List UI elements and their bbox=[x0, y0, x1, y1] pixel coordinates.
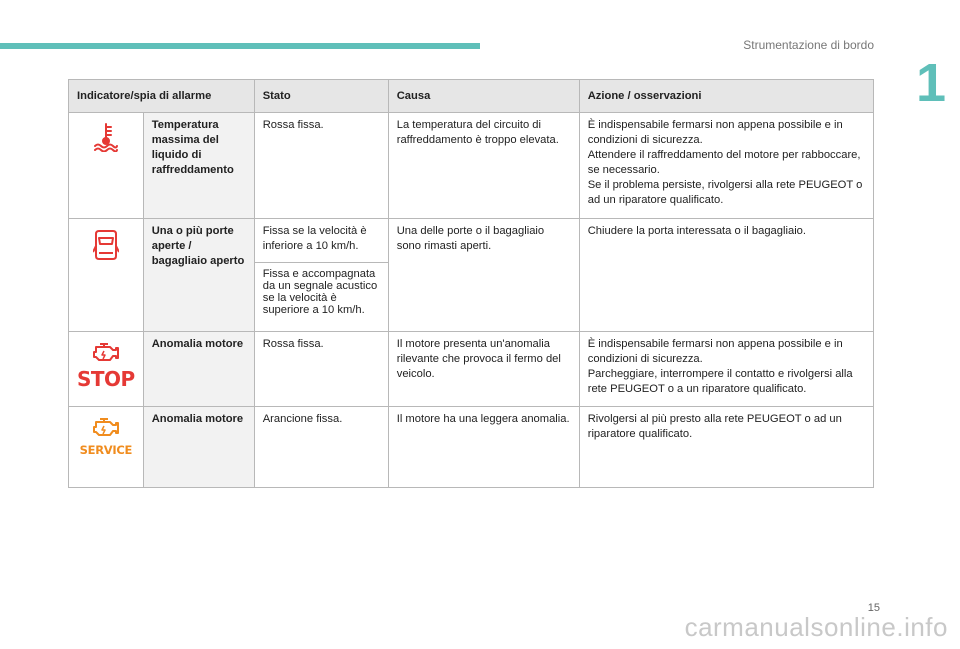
header-stato: Stato bbox=[254, 80, 388, 113]
coolant-temperature-icon bbox=[92, 122, 120, 152]
table-row bbox=[69, 332, 874, 407]
header-azione: Azione / osservazioni bbox=[579, 80, 873, 113]
indicator-name: Anomalia motore bbox=[143, 332, 254, 407]
header-causa: Causa bbox=[388, 80, 579, 113]
page-number: 15 bbox=[867, 602, 880, 614]
engine-service-icon bbox=[91, 416, 121, 438]
causa-cell: La temperatura del circuito di raffreddamento è troppo elevata. bbox=[388, 113, 579, 219]
stato-cell: Arancione fissa. bbox=[254, 407, 388, 488]
stato-cell: Rossa fissa. bbox=[254, 113, 388, 219]
door-open-icon bbox=[93, 228, 119, 262]
azione-cell bbox=[579, 113, 873, 219]
azione-cell bbox=[579, 407, 873, 488]
table-row bbox=[69, 113, 874, 219]
azione-line: Se il problema persiste, rivolgersi alla rete PEUGEOT o ad un riparatore qualificato. bbox=[587, 179, 863, 206]
azione-line: È indispensabile fermarsi non appena possibile e in condizioni di sicurezza. bbox=[587, 338, 843, 365]
icon-cell bbox=[69, 332, 144, 407]
stato-cell: Fissa e accompagnata da un segnale acustico se la velocità è superiore a 10 km/h. bbox=[254, 263, 388, 332]
watermark: carmanualsonline.info bbox=[684, 612, 948, 642]
table-header-row bbox=[69, 80, 874, 113]
azione-line: Parcheggiare, interrompere il contatto e rivolgersi alla rete PEUGEOT o a un riparatore qualificato. bbox=[587, 368, 853, 395]
service-label: SERVICE bbox=[79, 443, 133, 457]
icon-cell bbox=[69, 407, 144, 488]
azione-line: Chiudere la porta interessata o il bagagliaio. bbox=[587, 225, 807, 237]
causa-cell: Il motore presenta un'anomalia rilevante che provoca il fermo del veicolo. bbox=[388, 332, 579, 407]
stato-cell: Rossa fissa. bbox=[254, 332, 388, 407]
table-row bbox=[69, 219, 874, 263]
icon-cell bbox=[69, 113, 144, 219]
azione-line: È indispensabile fermarsi non appena possibile e in condizioni di sicurezza. bbox=[587, 119, 843, 146]
indicator-name: Anomalia motore bbox=[143, 407, 254, 488]
header-accent-bar bbox=[0, 43, 480, 49]
azione-line: Attendere il raffreddamento del motore per rabboccare, se necessario. bbox=[587, 149, 861, 176]
causa-cell: Una delle porte o il bagagliaio sono rimasti aperti. bbox=[388, 219, 579, 332]
azione-line: Rivolgersi al più presto alla rete PEUGEOT o ad un riparatore qualificato. bbox=[587, 413, 842, 440]
section-title: Strumentazione di bordo bbox=[743, 38, 874, 52]
engine-stop-icon bbox=[91, 341, 121, 363]
stop-label: STOP bbox=[77, 367, 135, 391]
table-row bbox=[69, 407, 874, 488]
header-indicatore: Indicatore/spia di allarme bbox=[69, 80, 255, 113]
icon-cell bbox=[69, 219, 144, 332]
stato-cell: Fissa se la velocità è inferiore a 10 km/h. bbox=[254, 219, 388, 263]
causa-cell: Il motore ha una leggera anomalia. bbox=[388, 407, 579, 488]
indicator-name: Temperatura massima del liquido di raffreddamento bbox=[143, 113, 254, 219]
section-number: 1 bbox=[915, 53, 946, 113]
indicator-name: Una o più porte aperte / bagagliaio aperto bbox=[143, 219, 254, 332]
warning-lights-table bbox=[68, 79, 874, 488]
azione-cell bbox=[579, 219, 873, 332]
azione-cell bbox=[579, 332, 873, 407]
